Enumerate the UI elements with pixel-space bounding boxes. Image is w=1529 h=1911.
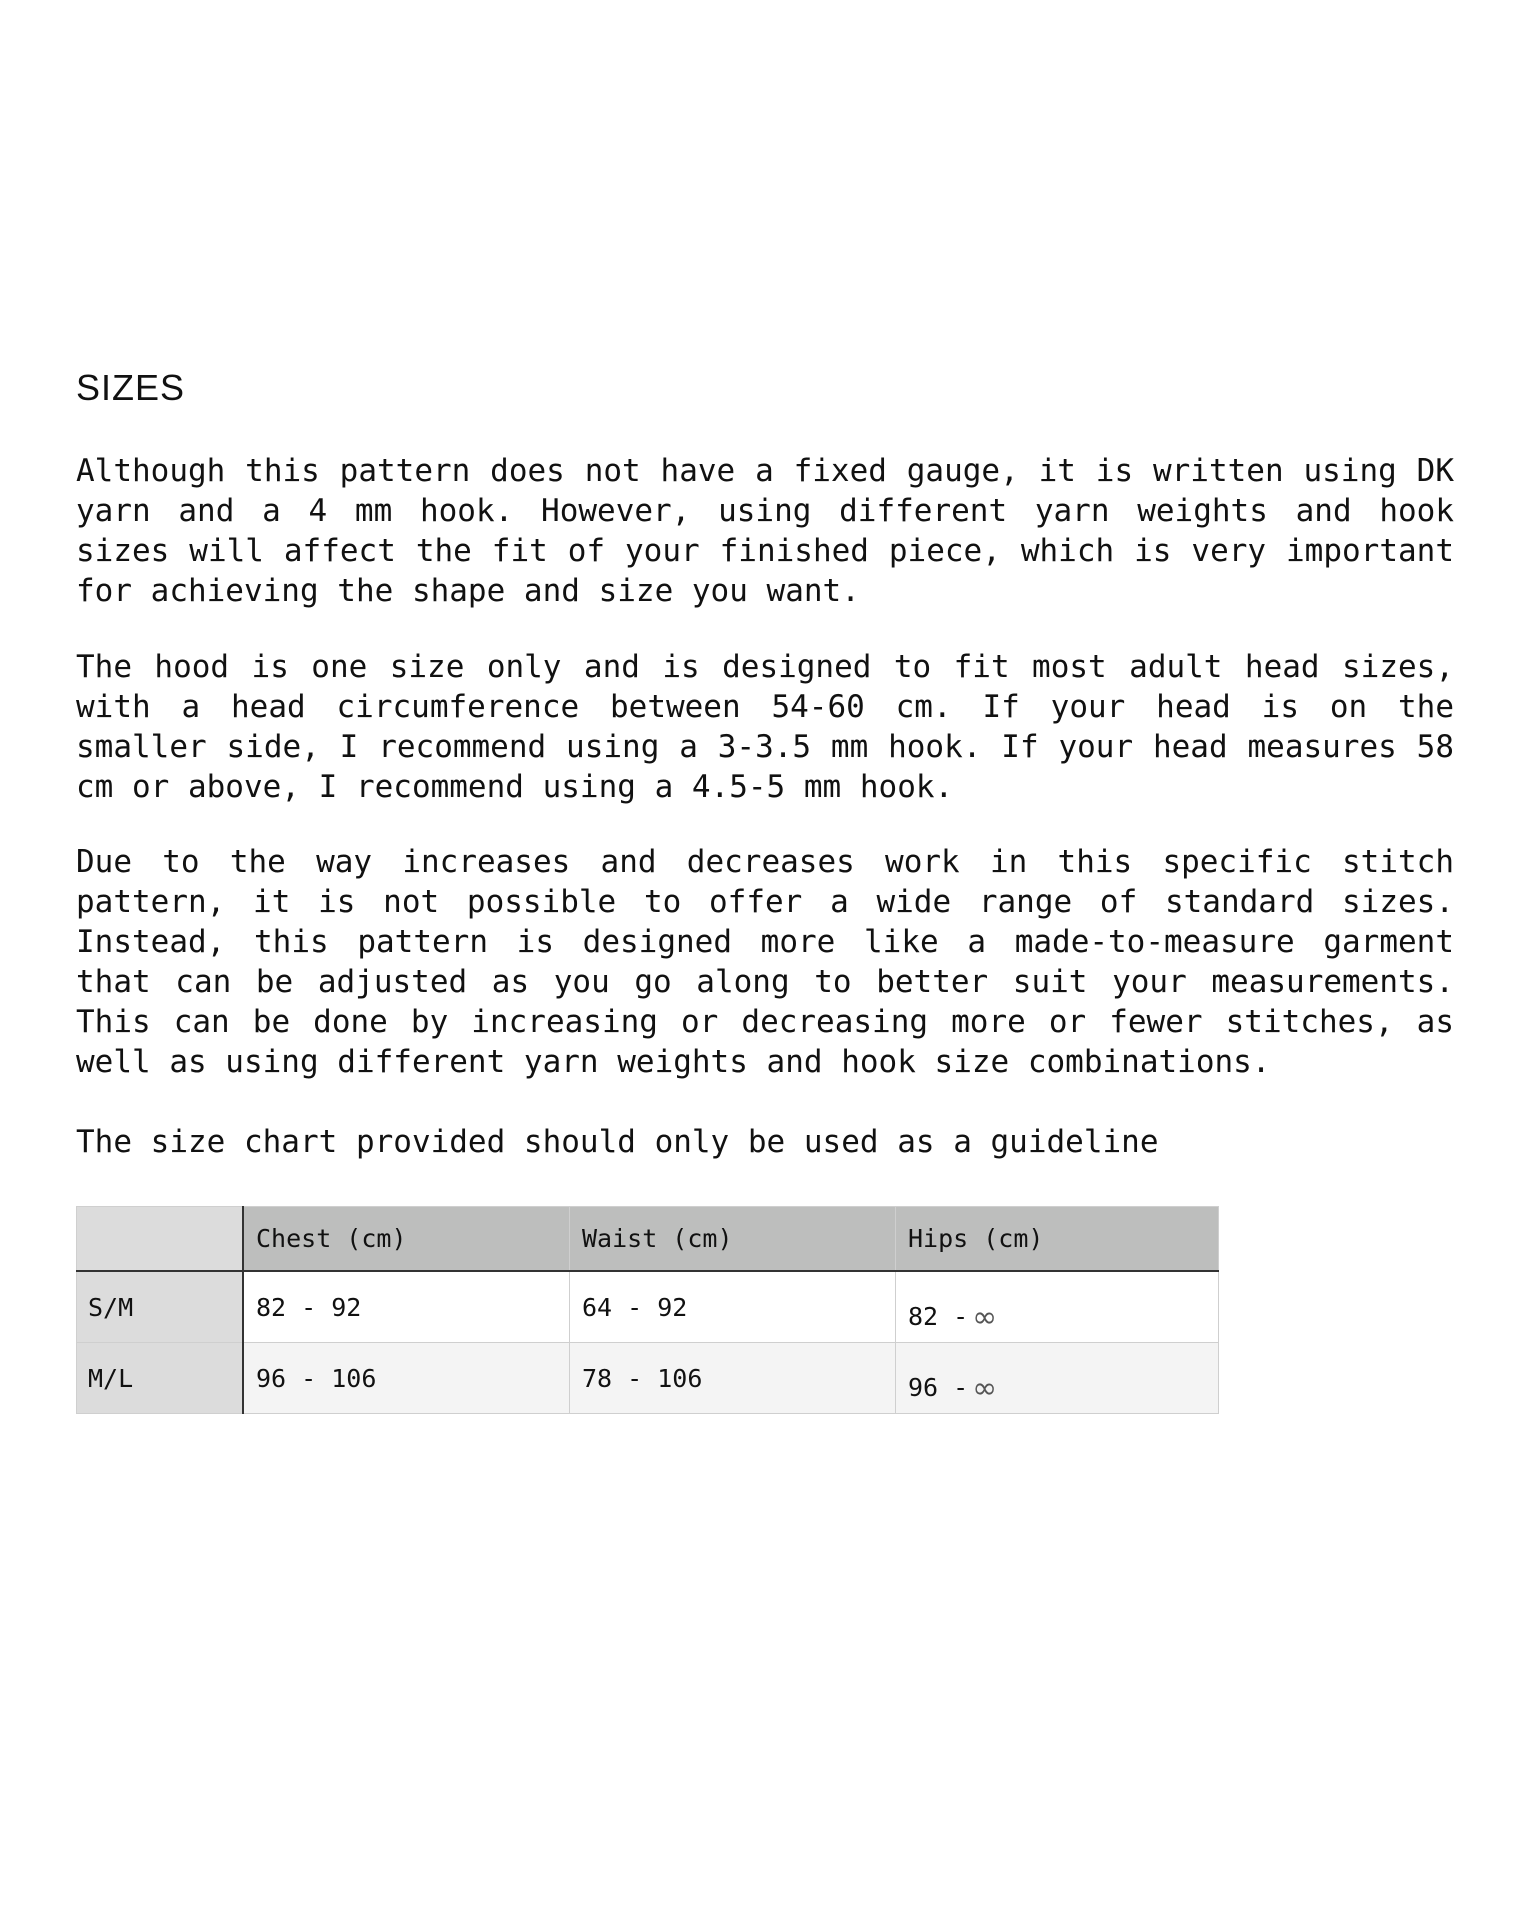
table-row: [77, 1343, 1219, 1414]
section-heading: SIZES: [76, 367, 186, 408]
waist-value: 78 - 106: [570, 1343, 896, 1414]
table-row: [77, 1271, 1219, 1343]
infinity-icon: ∞: [972, 1299, 998, 1335]
hips-value: [896, 1343, 1219, 1414]
size-label: M/L: [77, 1343, 244, 1414]
chest-value: 96 - 106: [243, 1343, 570, 1414]
adjustment-paragraph: Due to the way increases and decreases work in this specific stitch pattern, it is not possible to offer a wide range of standard sizes. Instead, this pattern is designed more like a made-to-measure garment that can be adjusted as you go along to better suit your measurements. This can be done by increasing or decreasing more or fewer stitches, as well as using different yarn weights and hook size combinations.: [76, 844, 1454, 1080]
hips-value: [896, 1271, 1219, 1343]
table-header-chest: Chest (cm): [243, 1207, 570, 1272]
table-header-row: [77, 1207, 1219, 1272]
table-header-waist: Waist (cm): [570, 1207, 896, 1272]
hips-value-text: 96 -: [908, 1372, 969, 1402]
infinity-icon: ∞: [972, 1370, 998, 1406]
size-chart-table: [76, 1206, 1219, 1414]
size-chart-note: The size chart provided should only be used as a guideline: [76, 1124, 1159, 1160]
size-label: S/M: [77, 1271, 244, 1343]
table-header-corner: [77, 1207, 244, 1272]
hood-size-paragraph: The hood is one size only and is designed to fit most adult head sizes, with a head circumference between 54-60 cm. If your head is on the smaller side, I recommend using a 3-3.5 mm hook. If your head measures 58 cm or above, I recommend using a 4.5-5 mm hook.: [76, 649, 1454, 805]
chest-value: 82 - 92: [243, 1271, 570, 1343]
table-header-hips: Hips (cm): [896, 1207, 1219, 1272]
waist-value: 64 - 92: [570, 1271, 896, 1343]
hips-value-text: 82 -: [908, 1301, 969, 1331]
gauge-paragraph: Although this pattern does not have a fixed gauge, it is written using DK yarn and a 4 mm hook. However, using different yarn weights and hook sizes will affect the fit of your finished piece, which is very important for achieving the shape and size you want.: [76, 453, 1454, 609]
